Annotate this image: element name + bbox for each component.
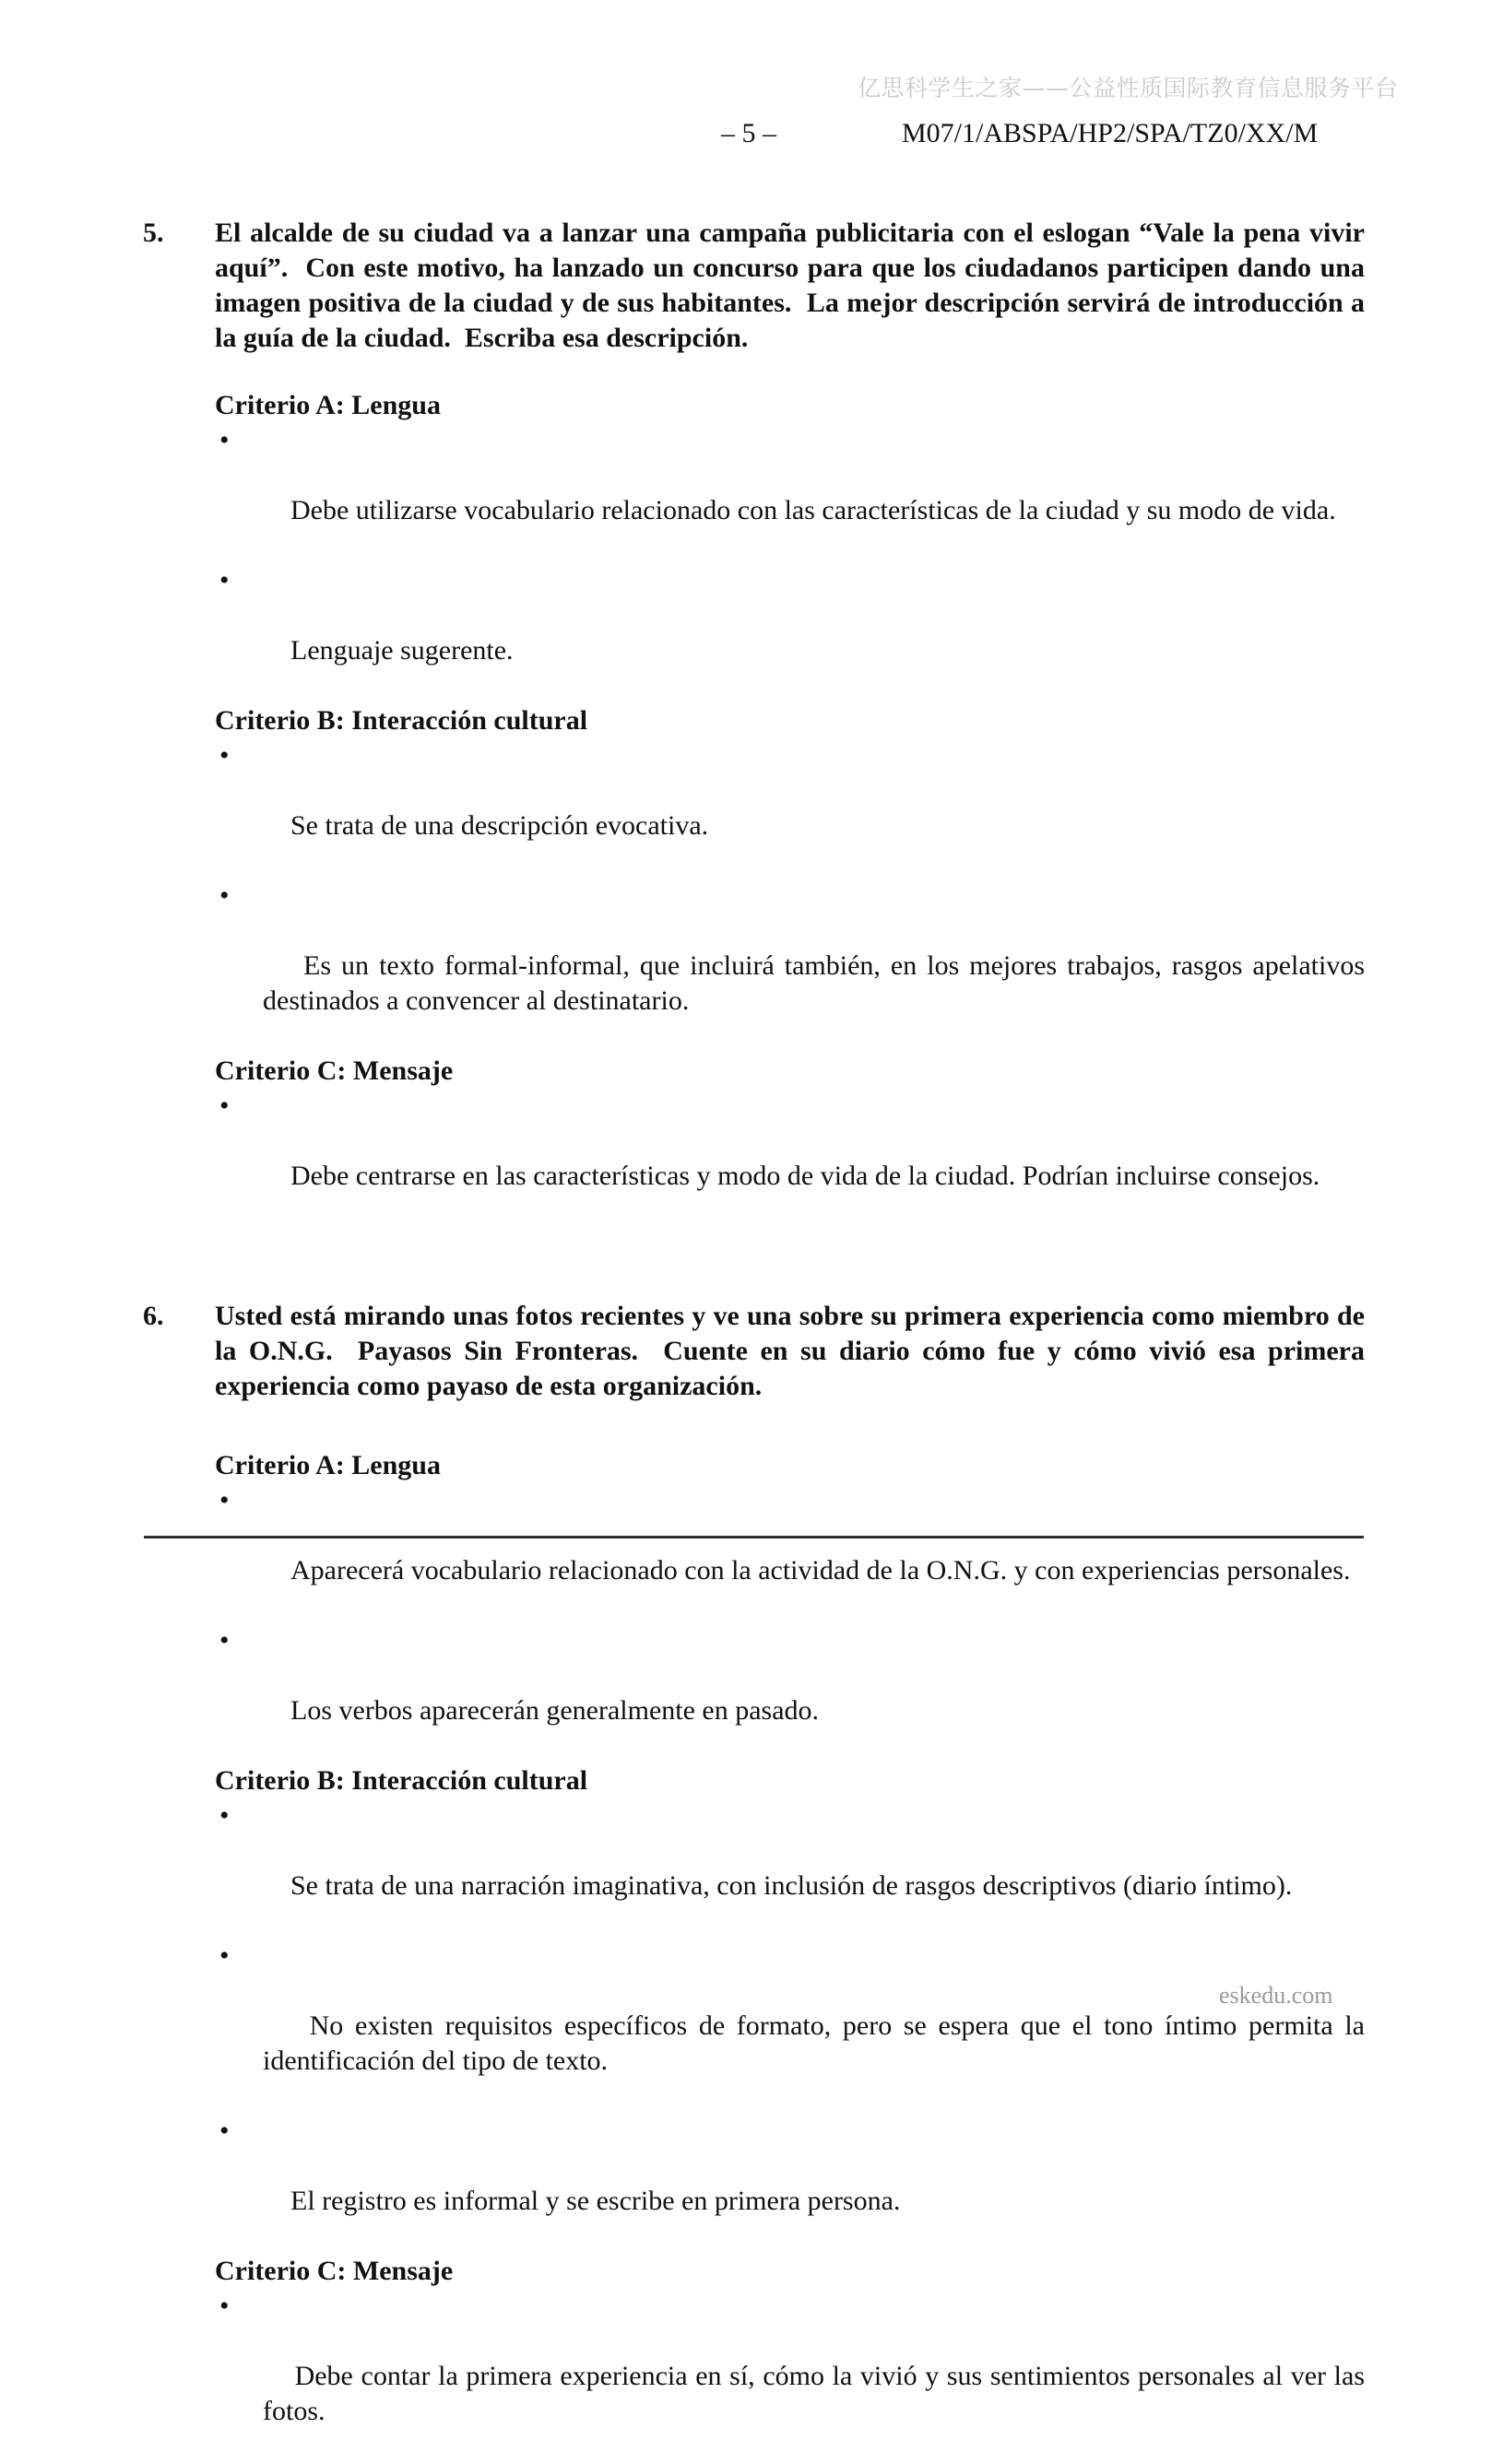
header-watermark: 亿思科学生之家——公益性质国际教育信息服务平台: [858, 75, 1399, 101]
questions-container: [143, 216, 1372, 2464]
bullet-text: Es un texto formal-informal, que incluirá también, en los mejores trabajos, rasgos apelativos destinados a convencer al destinatario.: [263, 950, 1372, 1016]
criterion-bullets: [215, 1798, 1372, 2254]
criterion-group: [215, 1054, 1365, 1229]
question-prompt: Usted está mirando unas fotos recientes y ve una sobre su primera experiencia como miembro de la O.N.G. Payasos Sin Fronteras. Cuente en su diario cómo fue y cómo vivió esa primera experiencia como payaso de esta organización.: [215, 1301, 1372, 1401]
criterion-group: [215, 2254, 1372, 2464]
bullet-icon: •: [219, 1485, 230, 1515]
criterion-bullets: [215, 738, 1372, 1054]
criterion-bullets: [215, 1483, 1365, 1763]
bullet-icon: •: [219, 1091, 230, 1121]
bullet-text: No existen requisitos específicos de formato, pero se espera que el tono íntimo permita la identificación del tipo de texto.: [263, 2010, 1372, 2076]
question-block: [143, 1299, 1372, 2464]
criterion-group: [215, 1448, 1365, 1763]
question-block: [143, 216, 1372, 1229]
criterion-group: [215, 703, 1372, 1054]
question-body: [215, 216, 1372, 1229]
criterion-bullets: [215, 423, 1365, 703]
criterion-bullet: [215, 878, 1372, 1054]
footer-divider-line: [144, 1536, 1364, 1539]
criterion-group: [215, 388, 1365, 703]
criterion-group: [215, 1763, 1372, 2254]
question-body: [215, 1299, 1372, 2464]
criterion-bullet: [215, 423, 1365, 563]
bullet-icon: •: [219, 2291, 230, 2321]
criterion-heading: Criterio C: Mensaje: [215, 2256, 454, 2286]
bullet-text: El registro es informal y se escribe en primera persona.: [290, 2186, 901, 2216]
criterion-heading: Criterio A: Lengua: [215, 1450, 441, 1480]
document-code: M07/1/ABSPA/HP2/SPA/TZ0/XX/M: [902, 118, 1319, 148]
criterion-heading: Criterio A: Lengua: [215, 390, 441, 420]
criterion-bullet: [215, 738, 1365, 878]
bullet-icon: •: [219, 1625, 230, 1656]
bullet-icon: •: [219, 2116, 230, 2146]
criterion-heading: Criterio B: Interacción cultural: [215, 1765, 588, 1796]
criterion-bullet: [215, 563, 1365, 703]
bullet-icon: •: [219, 740, 230, 771]
question-number: 5.: [143, 218, 164, 248]
question-prompt: El alcalde de su ciudad va a lanzar una campaña publicitaria con el eslogan “Vale la pena vivir aquí”. Con este motivo, ha lanzado un concurso para que los ciudadanos participen dando una imagen positiva de la ciudad y de sus habitantes. La mejor descripción servirá de introducción a la guía de la ciudad. Escriba esa descripción.: [215, 218, 1372, 353]
bullet-icon: •: [219, 880, 230, 911]
bullet-text: Se trata de una narración imaginativa, con inclusión de rasgos descriptivos (diario íntimo).: [290, 1870, 1293, 1901]
criterion-bullets: [215, 1089, 1365, 1229]
criterion-bullet: [215, 1939, 1372, 2114]
bullet-text: Lenguaje sugerente.: [290, 635, 514, 666]
criterion-bullet: [215, 2114, 1365, 2254]
bullet-icon: •: [219, 425, 230, 455]
criterion-bullet: [215, 1623, 1365, 1763]
criterion-bullet: [215, 2289, 1372, 2464]
bullet-icon: •: [219, 1940, 230, 1971]
criterion-heading: Criterio C: Mensaje: [215, 1055, 454, 1086]
bullet-icon: •: [219, 1800, 230, 1831]
criterion-heading: Criterio B: Interacción cultural: [215, 705, 588, 736]
bullet-text: Debe centrarse en las características y modo de vida de la ciudad. Podrían incluirse consejos.: [290, 1161, 1320, 1191]
page-number: – 5 –: [721, 118, 776, 148]
bullet-text: Se trata de una descripción evocativa.: [290, 810, 709, 841]
bullet-text: Aparecerá vocabulario relacionado con la actividad de la O.N.G. y con experiencias personales.: [290, 1555, 1351, 1586]
question-number: 6.: [143, 1301, 164, 1331]
criterion-bullet: [215, 1483, 1365, 1623]
bullet-text: Los verbos aparecerán generalmente en pasado.: [290, 1695, 820, 1726]
footer-watermark: eskedu.com: [1219, 1982, 1333, 2009]
criteria-list: [215, 388, 1372, 1229]
criteria-list: [215, 1448, 1372, 2464]
bullet-text: Debe utilizarse vocabulario relacionado con las características de la ciudad y su modo de vida.: [290, 495, 1336, 525]
criterion-bullet: [215, 1089, 1365, 1229]
bullet-text: Debe contar la primera experiencia en sí, cómo la vivió y sus sentimientos personales al ver las fotos.: [263, 2361, 1372, 2426]
criterion-bullet: [215, 1798, 1365, 1939]
bullet-icon: •: [219, 565, 230, 595]
criterion-bullets: [215, 2289, 1372, 2464]
